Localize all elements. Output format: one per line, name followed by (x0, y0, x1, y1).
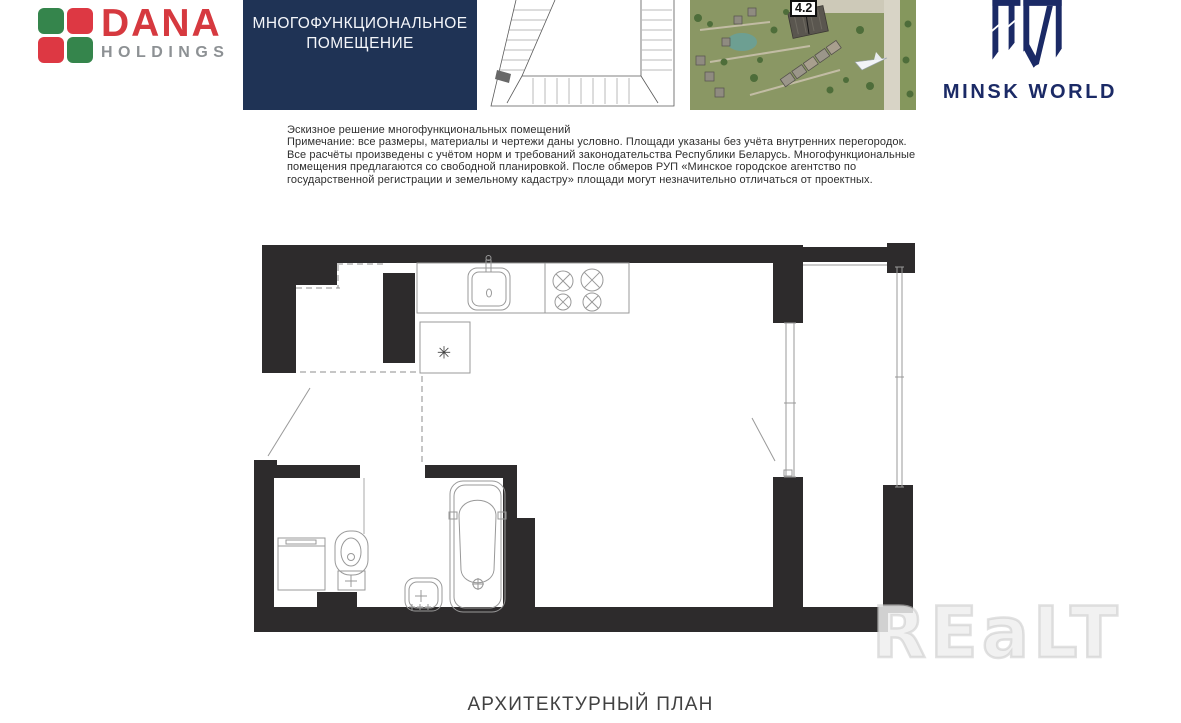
building-courtyard-outline (522, 0, 641, 76)
minsk-world-monogram-icon (980, 0, 1080, 70)
pond (727, 33, 757, 51)
dana-square-green-br (67, 37, 93, 63)
balcony-glazing (803, 265, 904, 487)
walls (254, 243, 915, 632)
key-plan-drawing (483, 0, 688, 110)
dana-square-green-tl (38, 8, 64, 34)
building-unit-dividers (499, 10, 672, 104)
disclaimer-line: Все расчёты произведены с учётом норм и требований законодательства Республики Беларусь. Многофункциональные (287, 148, 916, 161)
asterisk-symbol: ✳ (436, 343, 452, 363)
dana-holdings-logo (38, 2, 230, 63)
dana-text (101, 2, 230, 61)
entry-door-leaf (268, 388, 310, 456)
toilet (335, 531, 368, 590)
disclaimer-line: Примечание: все размеры, материалы и чертежи даны условно. Площади указаны без учёта внутренних перегородок. (287, 136, 907, 149)
building-corner-lines (507, 76, 658, 103)
stove (553, 269, 603, 311)
aerial-photo (690, 0, 916, 110)
disclaimer-line: государственной регистрации и земельному кадастру» площади могут незначительно отличаться от проектных. (287, 173, 873, 186)
kitchen-sink (468, 256, 510, 311)
floor-plan (240, 230, 940, 650)
premise-title-box (243, 0, 477, 110)
highlighted-unit (495, 70, 511, 83)
premise-title-line2: ПОМЕЩЕНИЕ (306, 35, 414, 52)
dana-squares-icon (38, 8, 93, 63)
balcony-door-leaf (752, 418, 775, 461)
disclaimer-text (287, 124, 915, 186)
realt-watermark: REaLT (872, 592, 1122, 674)
premise-title-line1: МНОГОФУНКЦИОНАЛЬНОЕ (252, 15, 468, 32)
minsk-world-wordmark: MINSK WORLD (942, 81, 1118, 103)
interior-partition-wall (383, 273, 415, 363)
disclaimer-line: помещения предлагаются со свободной планировкой. После обмеров РУП «Минское городское агентство по (287, 161, 857, 174)
dana-square-red-tr (67, 8, 93, 34)
minsk-world-logo (935, 0, 1125, 104)
disclaimer-line: Эскизное решение многофункциональных помещений (287, 124, 571, 136)
dana-subtitle: HOLDINGS (101, 44, 230, 61)
washing-machine (278, 538, 325, 590)
key-plan-thumbnail (483, 0, 688, 110)
wash-basin (405, 578, 442, 611)
section-number-label: 4.2 (790, 0, 817, 17)
dana-wordmark: DANA (101, 2, 222, 45)
building-outer-outline (491, 0, 674, 106)
page-title: АРХИТЕКТУРНЫЙ ПЛАН (467, 694, 714, 715)
dana-square-red-bl (38, 37, 64, 63)
balcony-window-door (752, 323, 796, 477)
bathtub (449, 481, 506, 612)
